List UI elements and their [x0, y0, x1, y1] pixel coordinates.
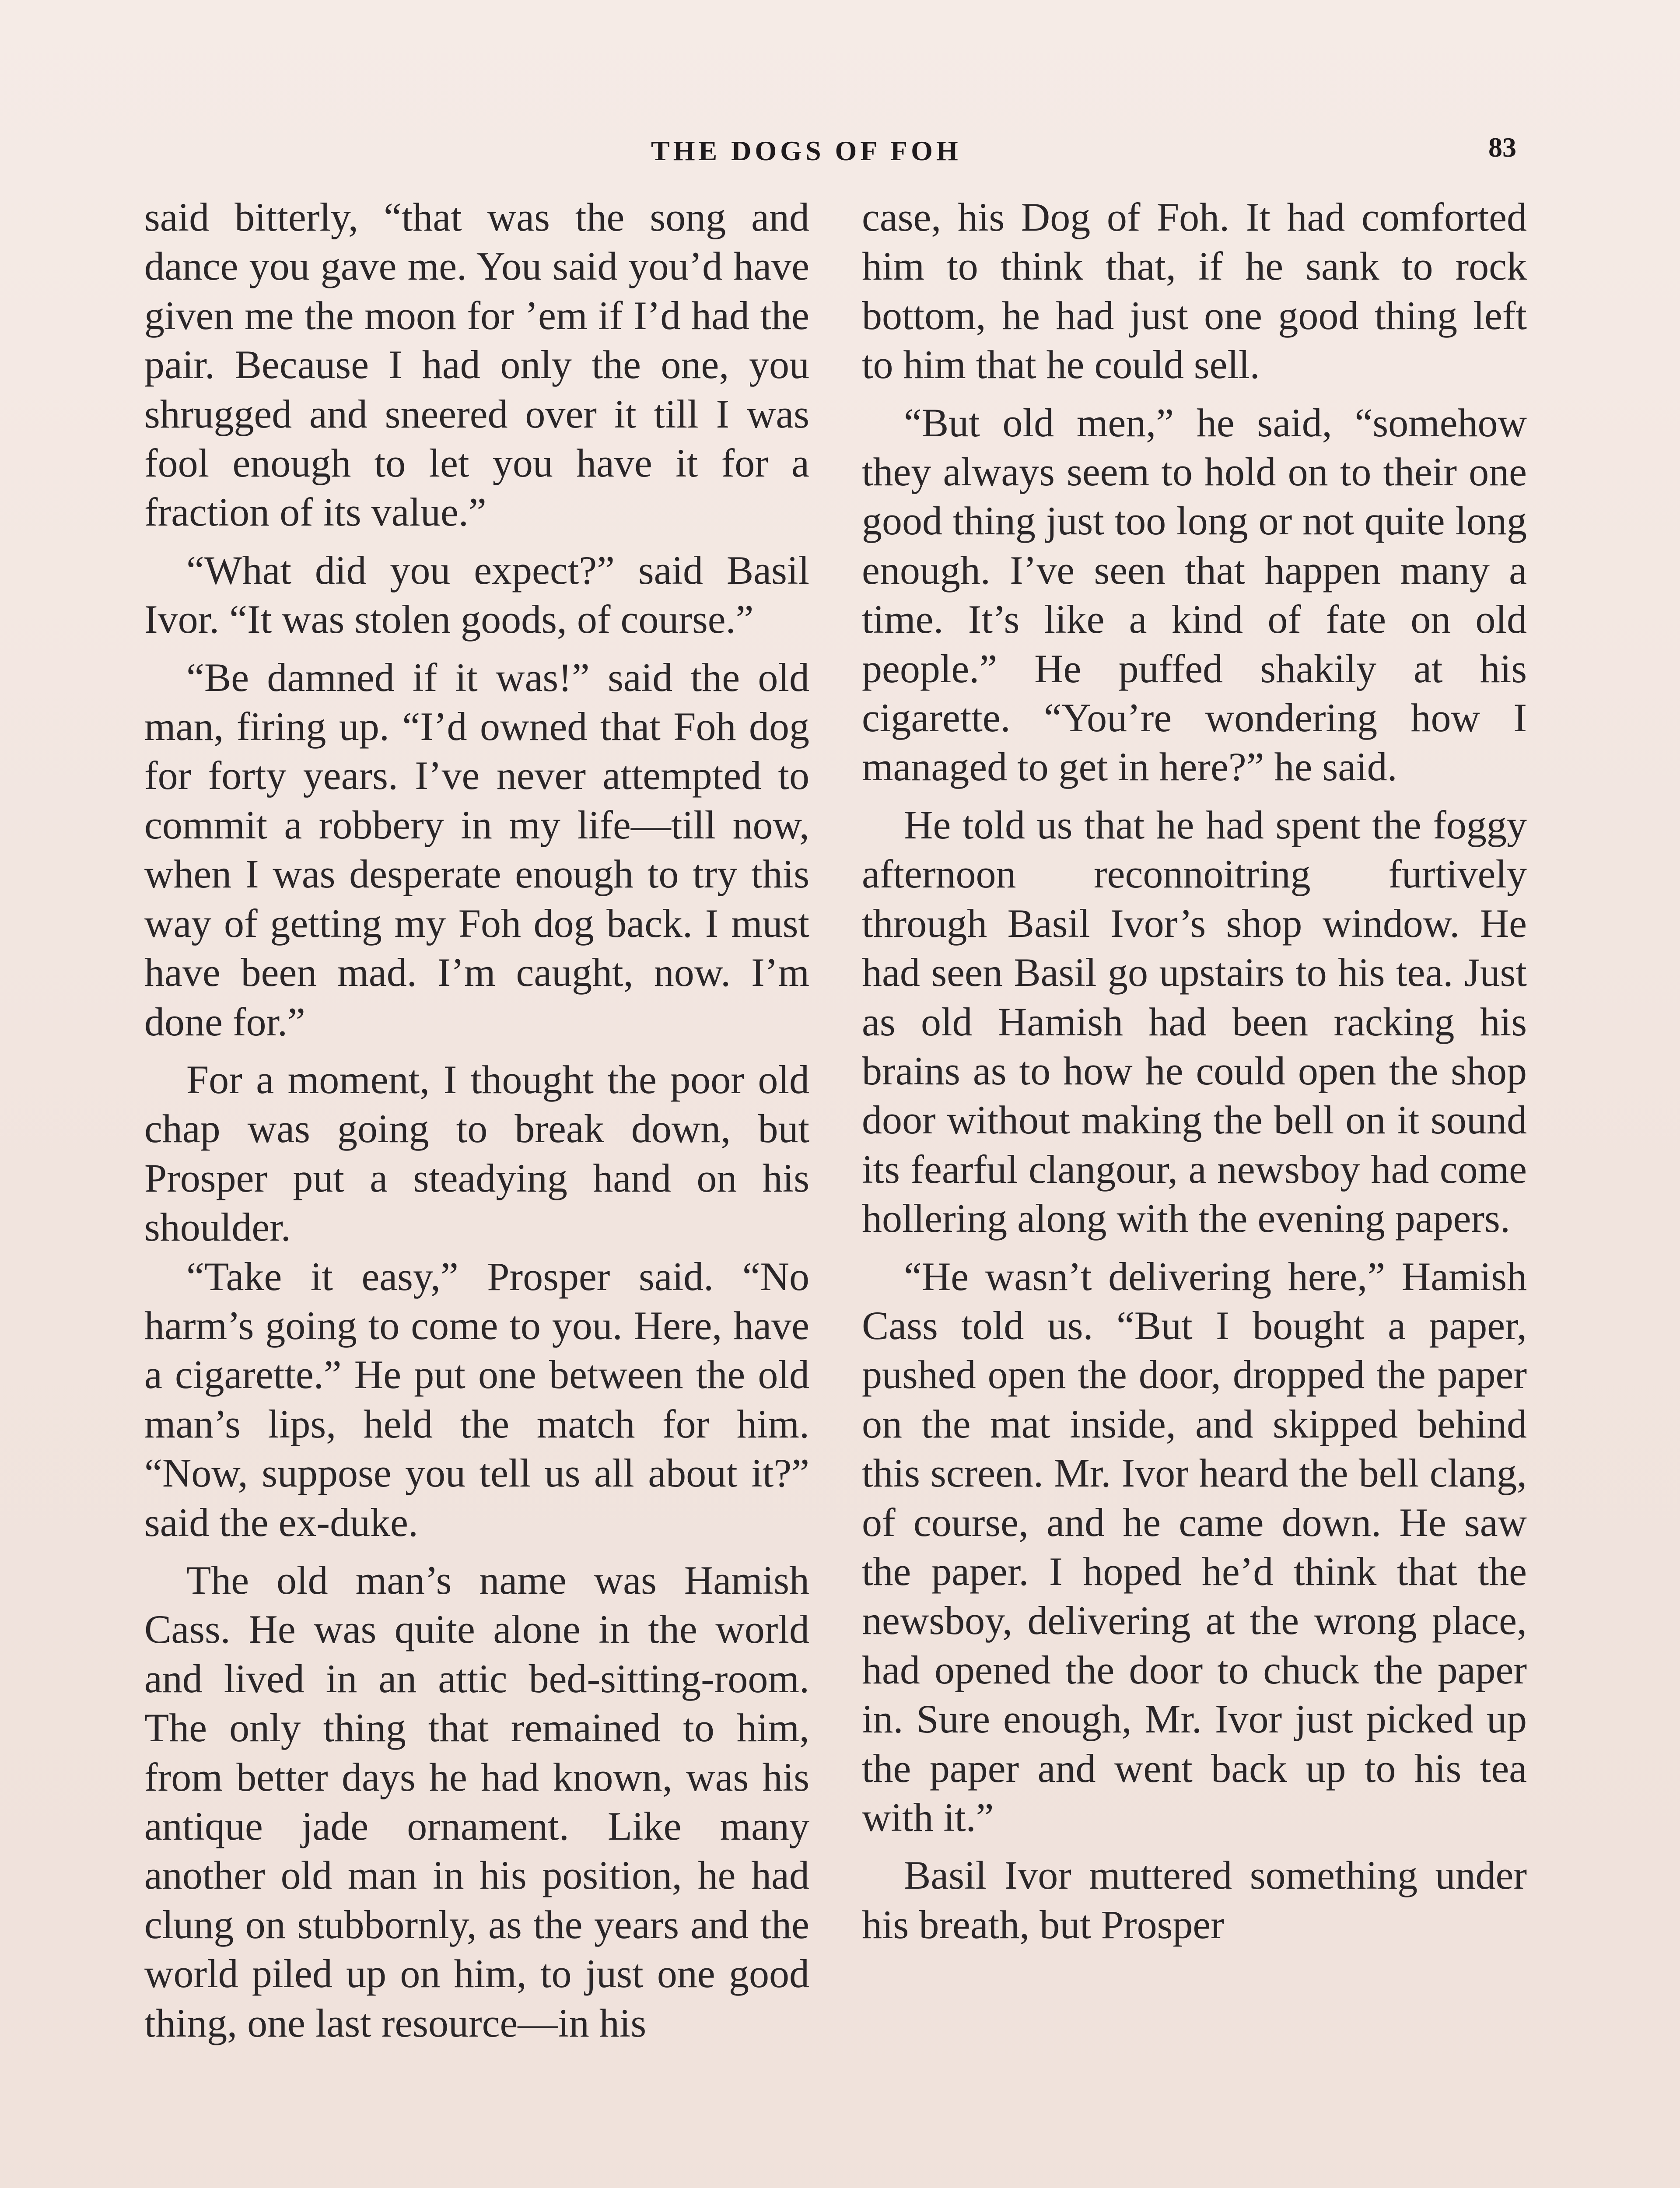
paragraph: Basil Ivor muttered something under his breath, but Prosper	[862, 1853, 1527, 1947]
paragraph: He told us that he had spent the foggy afternoon reconnoitring furtively through Basil Ivor’s shop window. He had seen Basil go upstairs to his tea. Just as old Hamish had been racking his brains as to how he could open the shop door without making the bell on it sound its fearful clangour, a newsboy had come hollering along with the evening papers.	[862, 802, 1527, 1241]
page-header	[0, 127, 1680, 175]
paragraph: “But old men,” he said, “somehow they always seem to hold on to their one good thing just too long or not quite long enough. I’ve seen that happen many a time. It’s like a kind of fate on old people.” He puffed shakily at his cigarette. “You’re wondering how I managed to get in here?” he said.	[862, 400, 1527, 789]
paragraph: The old man’s name was Hamish Cass. He was quite alone in the world and lived in an attic bed-sitting-room. The only thing that remained to him, from better days he had known, was his antique jade ornament. Like many another old man in his position, he had clung on stubbornly, as the years and the world piled up on him, to just one good thing, one last resource—in his	[144, 1557, 809, 2045]
paragraph: said bitterly, “that was the song and dance you gave me. You said you’d have given me the moon for ’em if I’d had the pair. Because I had only the one, you shrugged and sneered over it till I was fool enough to let you have it for a fraction of its value.”	[144, 195, 809, 535]
paragraph: case, his Dog of Foh. It had comforted him to think that, if he sank to rock bottom, he had just one good thing left to him that he could sell.	[862, 195, 1527, 387]
page-number: 83	[1488, 132, 1516, 163]
left-column	[144, 193, 809, 2048]
paragraph: “Take it easy,” Prosper said. “No harm’s going to come to you. Here, have a cigarette.” He put one between the old man’s lips, held the match for him. “Now, suppose you tell us all about it?” said the ex-duke.	[144, 1254, 809, 1545]
running-title: THE DOGS OF FOH	[651, 135, 962, 166]
paragraph: For a moment, I thought the poor old chap was going to break down, but Prosper put a steadying hand on his shoulder.	[144, 1057, 809, 1250]
paragraph: “What did you expect?” said Basil Ivor. “It was stolen goods, of course.”	[144, 547, 809, 642]
paragraph: “He wasn’t delivering here,” Hamish Cass told us. “But I bought a paper, pushed open the door, dropped the paper on the mat inside, and skipped behind this screen. Mr. Ivor heard the bell clang, of course, and he came down. He saw the paper. I hoped he’d think that the newsboy, delivering at the wrong place, had opened the door to chuck the paper in. Sure enough, Mr. Ivor just picked up the paper and went back up to his tea with it.”	[862, 1254, 1527, 1840]
right-column	[862, 193, 1527, 1949]
paragraph: “Be damned if it was!” said the old man, firing up. “I’d owned that Foh dog for forty years. I’ve never attempted to commit a robbery in my life—till now, when I was desperate enough to try this way of getting my Foh dog back. I must have been mad. I’m caught, now. I’m done for.”	[144, 655, 809, 1044]
